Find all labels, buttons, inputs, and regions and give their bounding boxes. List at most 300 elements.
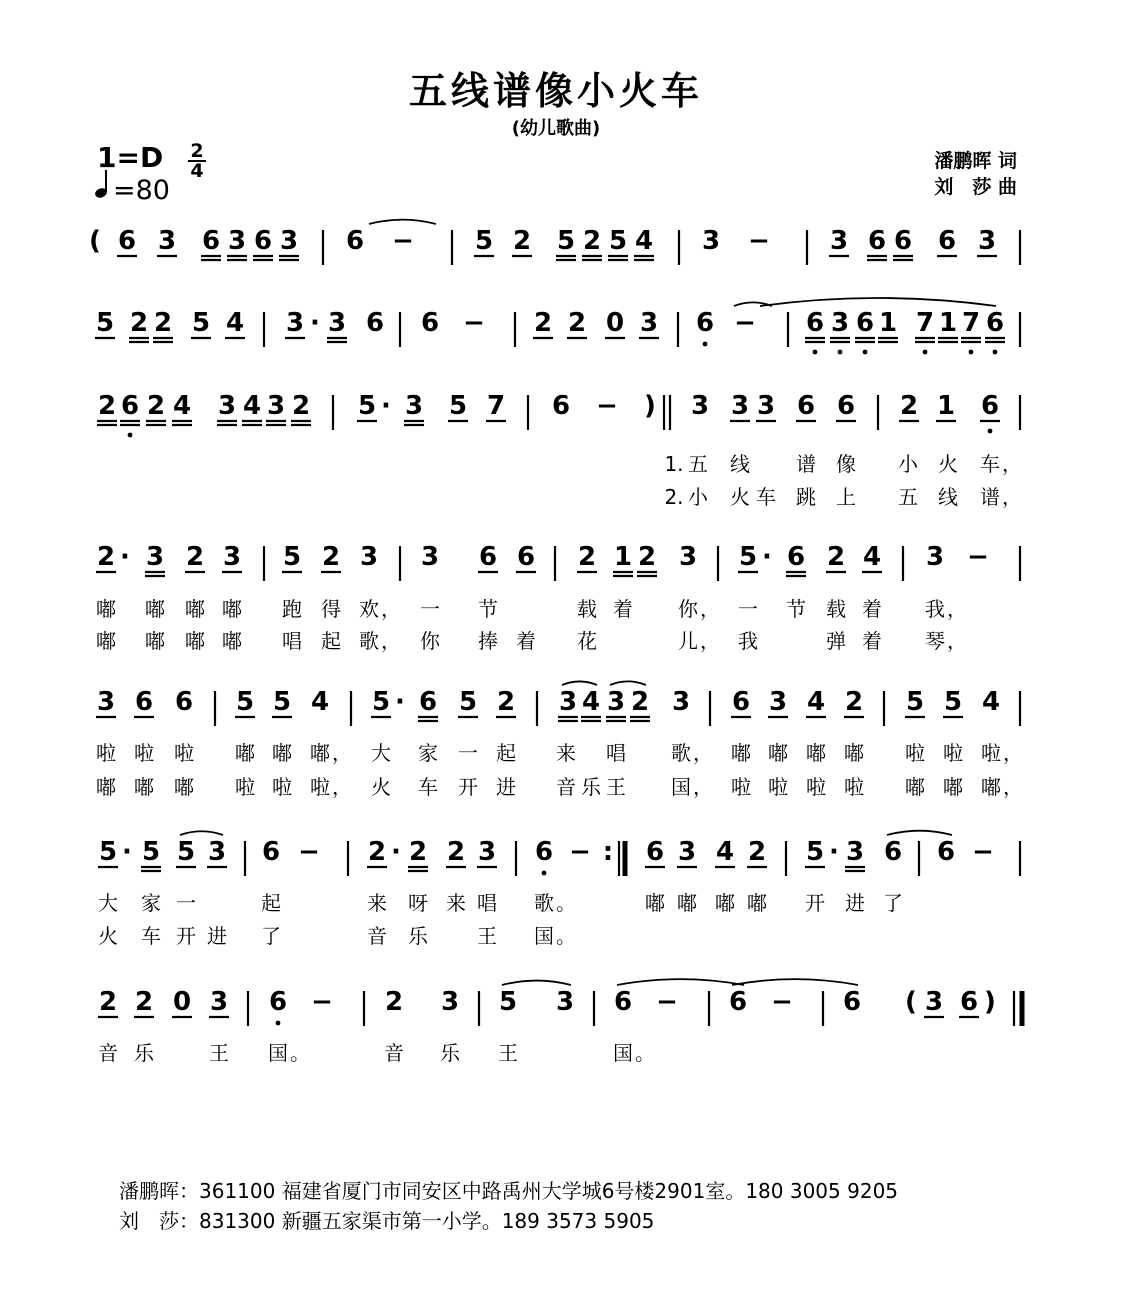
note-digit: 6	[420, 308, 440, 338]
note-digit: 5	[556, 226, 576, 256]
lyric-syllable: 进	[496, 775, 516, 799]
lyric-syllable: 开	[176, 924, 196, 948]
note-digit: 3	[756, 391, 776, 421]
note-digit: 2	[844, 687, 864, 717]
note-digit: 6	[805, 308, 825, 338]
lyric-syllable: 呀	[408, 891, 428, 915]
lyric-syllable: 王	[606, 775, 626, 799]
note-digit: 4	[225, 308, 245, 338]
lyric-syllable: 嘟	[235, 741, 255, 765]
lyric-syllable: 进	[207, 924, 227, 948]
lyricist-credit: 潘鹏晖 词	[934, 150, 1017, 172]
note-digit: 6	[345, 226, 365, 256]
lyric-line	[96, 629, 967, 653]
note-digit: 3	[404, 391, 424, 421]
lyric-syllable: 一	[458, 741, 478, 765]
note-digit: 1	[936, 391, 956, 421]
lyric-syllable: 嘟	[981, 775, 1001, 799]
lyric-syllable: 嘟	[185, 629, 205, 653]
note-digit: 3	[217, 391, 237, 421]
notation-symbol: (	[905, 987, 917, 1017]
lyric-syllable: 五	[898, 485, 918, 509]
lyric-syllable: 线	[730, 452, 750, 476]
note-digit: 6	[365, 308, 385, 338]
note-digit: 6	[959, 987, 979, 1017]
low-octave-dot	[923, 350, 928, 355]
lyric-syllable: 啦	[96, 741, 116, 765]
lyric-syllable: 乐	[134, 1041, 154, 1065]
note-digit: 4	[806, 687, 826, 717]
lyric-syllable: ，	[947, 629, 967, 653]
lyric-syllable: 火	[98, 924, 118, 948]
lyric-syllable: 一	[420, 597, 440, 621]
lyric-syllable: 着	[613, 597, 633, 621]
lyric-syllable: 嘟	[943, 775, 963, 799]
lyric-syllable: 来	[446, 891, 466, 915]
dot-extension: ·	[391, 837, 401, 867]
lyric-syllable: 歌	[359, 629, 379, 653]
note-digit: 5	[474, 226, 494, 256]
dot-extension: ·	[381, 391, 391, 421]
lyric-syllable: 。	[635, 1041, 655, 1065]
lyric-syllable: 起	[261, 891, 281, 915]
tempo-marking: =80	[113, 175, 170, 206]
note-digit: 6	[842, 987, 862, 1017]
note-digit: 2	[97, 391, 117, 421]
note-digit: 5	[458, 687, 478, 717]
lyric-syllable: 音	[367, 924, 387, 948]
note-digit: 6	[937, 226, 957, 256]
lyric-syllable: 啦	[905, 741, 925, 765]
lyric-syllable: 得	[321, 597, 341, 621]
notation-row	[98, 987, 1022, 1026]
lyric-syllable: 花	[577, 629, 597, 653]
note-digit: 7	[486, 391, 506, 421]
lyric-syllable: 嘟	[645, 891, 665, 915]
note-digit: 6	[728, 987, 748, 1017]
note-digit: 3	[677, 837, 697, 867]
dot-extension: ·	[762, 542, 772, 572]
note-digit: 6	[201, 226, 221, 256]
lyric-syllable: 嘟	[174, 775, 194, 799]
note-digit: 2	[146, 391, 166, 421]
dash-extension: −	[463, 308, 485, 338]
dash-extension: −	[734, 308, 756, 338]
lyric-syllable: ，	[332, 741, 352, 765]
note-digit: 6	[836, 391, 856, 421]
note-digit: 3	[327, 308, 347, 338]
lyric-syllable: 嘟	[768, 741, 788, 765]
note-digit: 3	[558, 687, 578, 717]
lyric-syllable: 嘟	[145, 629, 165, 653]
note-digit: 6	[253, 226, 273, 256]
lyric-syllable: 王	[209, 1041, 229, 1065]
lyric-syllable: 谱	[980, 485, 1000, 509]
note-digit: 3	[845, 837, 865, 867]
note-digit: 6	[268, 987, 288, 1017]
note-digit: 2	[630, 687, 650, 717]
lyric-syllable: 嘟	[310, 741, 330, 765]
low-octave-dot	[703, 342, 708, 347]
lyric-syllable: 大	[98, 891, 118, 915]
note-digit: 7	[961, 308, 981, 338]
lyric-syllable: 乐	[408, 924, 428, 948]
lyric-syllable: 着	[862, 597, 882, 621]
note-digit: 5	[235, 687, 255, 717]
note-digit: 5	[905, 687, 925, 717]
lyric-syllable: 啦	[272, 775, 292, 799]
lyric-syllable: 啦	[235, 775, 255, 799]
low-octave-dot	[542, 871, 547, 876]
low-octave-dot	[969, 350, 974, 355]
lyric-syllable: 啦	[943, 741, 963, 765]
note-digit: 3	[359, 542, 379, 572]
lyric-syllable: 我	[738, 629, 758, 653]
lyric-syllable: 啦	[310, 775, 330, 799]
lyric-syllable: 嘟	[715, 891, 735, 915]
lyric-syllable: 嘟	[134, 775, 154, 799]
note-digit: 3	[925, 542, 945, 572]
note-digit: 5	[141, 837, 161, 867]
note-digit: 5	[98, 837, 118, 867]
note-digit: 4	[715, 837, 735, 867]
note-digit: 2	[98, 987, 118, 1017]
note-digit: 2	[747, 837, 767, 867]
notation-symbol: )	[644, 391, 656, 421]
low-octave-dot	[838, 350, 843, 355]
lyric-syllable: 国	[268, 1041, 288, 1065]
lyric-line	[96, 597, 967, 621]
lyric-syllable: 一	[176, 891, 196, 915]
lyric-syllable: 乐	[440, 1041, 460, 1065]
note-digit: 6	[478, 542, 498, 572]
tie-slur	[760, 298, 996, 306]
note-digit: 4	[581, 687, 601, 717]
note-digit: 3	[639, 308, 659, 338]
note-digit: 2	[321, 542, 341, 572]
note-digit: 3	[227, 226, 247, 256]
note-digit: 2	[496, 687, 516, 717]
note-digit: 3	[207, 837, 227, 867]
note-digit: 5	[738, 542, 758, 572]
lyric-syllable: 欢	[359, 597, 379, 621]
lyric-syllable: 嘟	[747, 891, 767, 915]
note-digit: 2	[637, 542, 657, 572]
lyric-syllable: 上	[836, 485, 856, 509]
lyric-syllable: 家	[418, 741, 438, 765]
notation-row	[96, 687, 1020, 726]
lyric-syllable: 唱	[477, 891, 497, 915]
notation-symbol: )	[984, 987, 996, 1017]
note-digit: 5	[498, 987, 518, 1017]
lyric-line	[96, 741, 1023, 765]
note-digit: 6	[261, 837, 281, 867]
note-digit: 3	[440, 987, 460, 1017]
note-digit: 3	[477, 837, 497, 867]
lyric-line	[96, 775, 1023, 799]
lyric-syllable: 跑	[282, 597, 302, 621]
dot-extension: ·	[120, 542, 130, 572]
lyric-syllable: 嘟	[145, 597, 165, 621]
lyric-syllable: 我	[925, 597, 945, 621]
note-digit: 2	[446, 837, 466, 867]
note-digit: 3	[830, 308, 850, 338]
note-digit: 7	[915, 308, 935, 338]
lyric-syllable: 嘟	[844, 741, 864, 765]
dash-extension: −	[656, 987, 678, 1017]
lyric-syllable: 了	[261, 924, 281, 948]
note-digit: 3	[829, 226, 849, 256]
tie-slur	[369, 220, 436, 224]
lyric-syllable: 小	[688, 485, 708, 509]
dash-extension: −	[596, 391, 618, 421]
lyric-syllable: 开	[458, 775, 478, 799]
note-digit: 6	[551, 391, 571, 421]
lyric-syllable: 线	[938, 485, 958, 509]
note-digit: 5	[95, 308, 115, 338]
lyric-syllable: ，	[1002, 485, 1022, 509]
note-digit: 1	[878, 308, 898, 338]
low-octave-dot	[993, 350, 998, 355]
lyric-syllable: 着	[862, 629, 882, 653]
note-digit: 3	[671, 687, 691, 717]
lyric-syllable: 你	[420, 629, 440, 653]
lyric-syllable: 着	[516, 629, 536, 653]
note-digit: 3	[157, 226, 177, 256]
note-digit: 5	[943, 687, 963, 717]
dash-extension: −	[569, 837, 591, 867]
note-digit: 6	[786, 542, 806, 572]
note-digit: 2	[567, 308, 587, 338]
note-digit: 6	[516, 542, 536, 572]
lyric-syllable: 。	[556, 891, 576, 915]
note-digit: 5	[272, 687, 292, 717]
note-digit: 3	[266, 391, 286, 421]
note-digit: 4	[172, 391, 192, 421]
lyric-syllable: 王	[498, 1041, 518, 1065]
lyric-syllable: 国	[534, 924, 554, 948]
lyric-syllable: 歌	[534, 891, 554, 915]
note-digit: 6	[117, 226, 137, 256]
note-digit: 2	[582, 226, 602, 256]
low-octave-dot	[276, 1021, 281, 1026]
lyric-syllable: ，	[1002, 452, 1022, 476]
lyric-syllable: 嘟	[96, 775, 116, 799]
note-digit: 3	[701, 226, 721, 256]
lyric-syllable: 啦	[768, 775, 788, 799]
dot-extension: ·	[829, 837, 839, 867]
lyric-syllable: 开	[805, 891, 825, 915]
lyric-syllable: 嘟	[222, 597, 242, 621]
quarter-note-icon	[94, 170, 108, 199]
notation-row	[89, 226, 1020, 265]
lyric-syllable: 捧	[478, 629, 498, 653]
note-digit: 5	[371, 687, 391, 717]
note-digit: 6	[534, 837, 554, 867]
tie-slur	[502, 981, 571, 985]
lyric-line	[98, 1041, 655, 1065]
note-digit: 2	[96, 542, 116, 572]
dash-extension: −	[748, 226, 770, 256]
lyric-syllable: 跳	[796, 485, 816, 509]
lyric-syllable: 音	[98, 1041, 118, 1065]
note-digit: 2	[384, 987, 404, 1017]
note-digit: 5	[282, 542, 302, 572]
notation-row	[95, 308, 1020, 354]
dot-extension: ·	[122, 837, 132, 867]
lyric-syllable: 起	[496, 741, 516, 765]
note-digit: 6	[174, 687, 194, 717]
lyric-syllable: 唱	[282, 629, 302, 653]
note-digit: 3	[96, 687, 116, 717]
note-digit: 3	[690, 391, 710, 421]
note-digit: 5	[608, 226, 628, 256]
low-octave-dot	[813, 350, 818, 355]
note-digit: 2	[577, 542, 597, 572]
note-digit: 2	[185, 542, 205, 572]
lyric-syllable: 啦	[731, 775, 751, 799]
lyric-syllable: 儿	[678, 629, 698, 653]
lyric-syllable: 嘟	[806, 741, 826, 765]
lyric-syllable: ，	[381, 629, 401, 653]
note-digit: 5	[191, 308, 211, 338]
lyric-syllable: 嘟	[731, 741, 751, 765]
composer-credit: 刘 莎 曲	[934, 176, 1017, 198]
lyric-syllable: 音	[556, 775, 576, 799]
note-digit: 6	[980, 391, 1000, 421]
key-signature: 1=D	[97, 141, 164, 174]
note-digit: 3	[768, 687, 788, 717]
note-digit: 3	[606, 687, 626, 717]
note-digit: 3	[977, 226, 997, 256]
dot-extension: ·	[310, 308, 320, 338]
note-digit: 2	[153, 308, 173, 338]
dash-extension: −	[392, 226, 414, 256]
contact-composer: 刘 莎：831300 新疆五家渠市第一小学。189 3573 5905	[119, 1209, 655, 1233]
lyric-syllable: 。	[556, 924, 576, 948]
note-digit: 6	[867, 226, 887, 256]
note-digit: 3	[678, 542, 698, 572]
lyric-syllable: ，	[700, 629, 720, 653]
lyric-syllable: 车	[980, 452, 1000, 476]
lyric-line	[98, 924, 576, 948]
song-subtitle: (幼儿歌曲)	[511, 118, 601, 139]
lyric-syllable: 车	[418, 775, 438, 799]
note-digit: 2	[533, 308, 553, 338]
note-digit: 1	[613, 542, 633, 572]
lyric-syllable: 歌	[671, 741, 691, 765]
lyric-syllable: 1.	[664, 452, 684, 476]
lyric-syllable: 家	[141, 891, 161, 915]
note-digit: 2	[899, 391, 919, 421]
note-digit: 4	[981, 687, 1001, 717]
note-digit: 3	[924, 987, 944, 1017]
dash-extension: −	[972, 837, 994, 867]
notation-row	[97, 391, 1020, 437]
lyric-syllable: 车	[756, 485, 776, 509]
lyric-syllable: 载	[826, 597, 846, 621]
lyric-syllable: 嘟	[96, 629, 116, 653]
note-digit: 6	[695, 308, 715, 338]
lyric-syllable: ，	[693, 775, 713, 799]
note-digit: 4	[242, 391, 262, 421]
note-digit: 2	[408, 837, 428, 867]
lyric-syllable: 火	[730, 485, 750, 509]
lyric-syllable: 弹	[826, 629, 846, 653]
low-octave-dot	[128, 433, 133, 438]
tie-slur	[887, 831, 952, 835]
lyric-syllable: ，	[1003, 741, 1023, 765]
lyric-syllable: 乐	[581, 775, 601, 799]
lyric-syllable: 谱	[796, 452, 816, 476]
lyric-syllable: 一	[738, 597, 758, 621]
note-digit: 4	[862, 542, 882, 572]
notation-symbol: :	[602, 837, 614, 867]
note-digit: 6	[855, 308, 875, 338]
note-digit: 5	[805, 837, 825, 867]
note-digit: 6	[731, 687, 751, 717]
lyric-syllable: 啦	[806, 775, 826, 799]
lyric-syllable: 了	[883, 891, 903, 915]
note-digit: 6	[883, 837, 903, 867]
lyric-syllable: 嘟	[185, 597, 205, 621]
note-digit: 3	[222, 542, 242, 572]
note-digit: 6	[893, 226, 913, 256]
dash-extension: −	[298, 837, 320, 867]
lyric-syllable: ，	[381, 597, 401, 621]
notation-symbol: (	[89, 226, 101, 256]
lyric-syllable: 2.	[664, 485, 684, 509]
lyric-syllable: ，	[700, 597, 720, 621]
note-digit: 6	[418, 687, 438, 717]
note-digit: 2	[367, 837, 387, 867]
note-digit: 2	[512, 226, 532, 256]
lyric-syllable: 王	[477, 924, 497, 948]
lyric-syllable: 啦	[134, 741, 154, 765]
lyric-syllable: ，	[1003, 775, 1023, 799]
tie-slur	[562, 681, 597, 685]
tie-slur	[180, 831, 223, 835]
note-digit: 2	[134, 987, 154, 1017]
lyric-syllable: 你	[678, 597, 698, 621]
lyric-syllable: 嘟	[677, 891, 697, 915]
note-digit: 5	[448, 391, 468, 421]
lyric-syllable: 啦	[844, 775, 864, 799]
lyric-syllable: 国	[613, 1041, 633, 1065]
note-digit: 6	[936, 837, 956, 867]
lyric-syllable: ，	[332, 775, 352, 799]
tie-slur	[610, 681, 646, 685]
note-digit: 6	[985, 308, 1005, 338]
lyric-syllable: 像	[836, 452, 856, 476]
lyric-syllable: 琴	[925, 629, 945, 653]
note-digit: 2	[826, 542, 846, 572]
note-digit: 3	[285, 308, 305, 338]
note-digit: 1	[938, 308, 958, 338]
note-digit: 3	[209, 987, 229, 1017]
note-digit: 3	[730, 391, 750, 421]
note-digit: 4	[634, 226, 654, 256]
note-digit: 3	[145, 542, 165, 572]
lyric-syllable: 啦	[174, 741, 194, 765]
note-digit: 0	[172, 987, 192, 1017]
lyric-syllable: ，	[693, 741, 713, 765]
lyric-line	[98, 891, 903, 915]
note-digit: 3	[420, 542, 440, 572]
note-digit: 6	[645, 837, 665, 867]
lyric-syllable: 啦	[981, 741, 1001, 765]
dot-extension: ·	[395, 687, 405, 717]
